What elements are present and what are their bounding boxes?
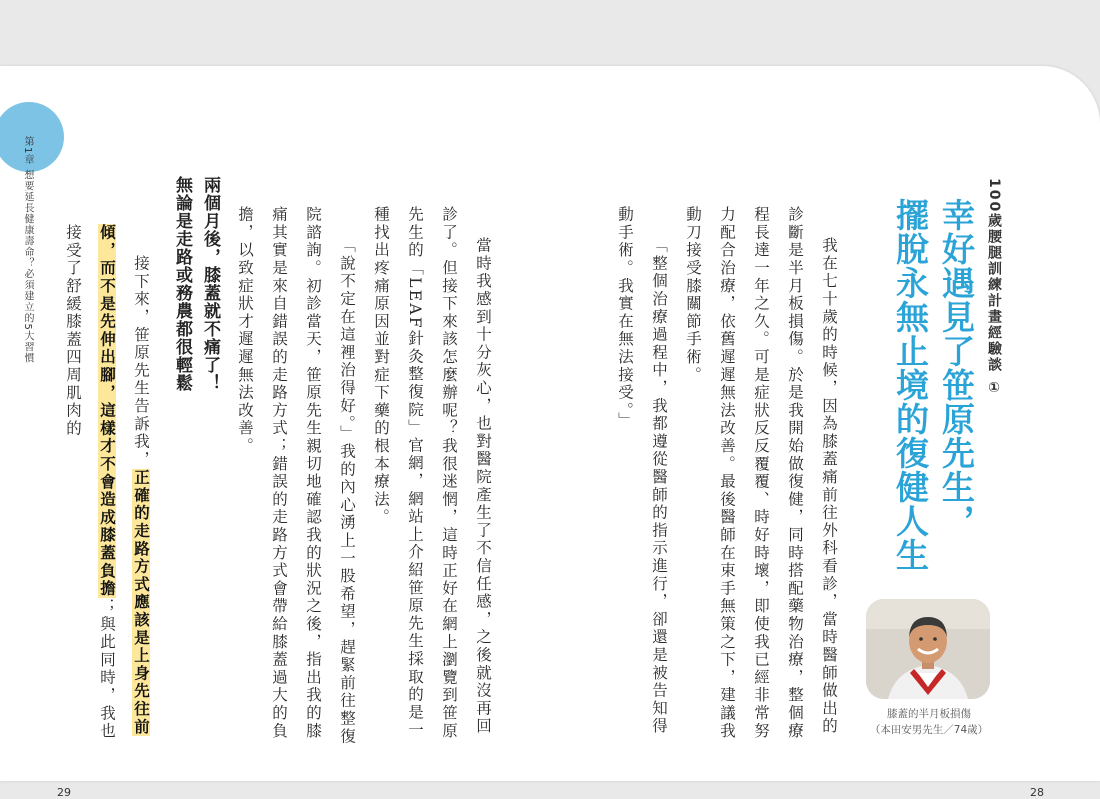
- paragraph: 「說不定在這裡治得好。」我的內心湧上一股希望，趕緊前往整復院諮詢。初診當天，笹原先生親切地確認我的狀況之後，指出我的膝痛其實是來自錯誤的走路方式；錯誤的走路方式會帶給膝蓋過大的負擔，以致症狀才遲遲無法改善。: [236, 206, 356, 746]
- left-page-body: [236, 206, 500, 746]
- series-label: 100歲腰腿訓練計畫經驗談 ①: [986, 178, 1002, 399]
- tail-rest: ；與此同時，我也接受了舒緩膝蓋四周肌肉的: [64, 224, 116, 741]
- right-page-body: [616, 206, 846, 746]
- subheading-line-1: 兩個月後，膝蓋就不痛了！: [200, 176, 220, 392]
- book-spread: [0, 66, 1100, 799]
- caption-line-1: 膝蓋的半月板損傷: [887, 708, 971, 720]
- photo-caption: [862, 706, 996, 738]
- paragraph: 「整個治療過程中，我都遵從醫師的指示進行，卻還是被告知得動手術。我實在無法接受。」: [616, 206, 668, 736]
- running-head: 第1章 想要延長健康壽命？必須建立的5大習慣: [22, 136, 33, 364]
- title-line-2: 擺脫永無止境的復健人生: [891, 198, 930, 572]
- paragraph: 我在七十歲的時候，因為膝蓋痛前往外科看診，當時醫師做出的診斷是半月板損傷。於是我開始做復健，同時搭配藥物治療，整個療程長達一年之久。可是症狀反反覆覆、時好時壞，即使我已經非常努力配合治療，依舊遲遲無法改善。最後醫師在束手無策之下，建議我動刀接受膝關節手術。: [684, 206, 838, 740]
- highlighted-text: 正確的走路方式應該是上身先往前傾，而不是先伸出腳，這樣才不會造成膝蓋負擔: [98, 224, 150, 736]
- caption-line-2: （本田安男先生／74歲）: [869, 724, 989, 736]
- page-number-right: 28: [1030, 786, 1044, 799]
- subheading-line-2: 無論是走路或務農都很輕鬆: [172, 176, 192, 392]
- left-page-tail-text: [64, 224, 158, 744]
- tail-lead: 接下來，笹原先生告訴我，: [132, 255, 150, 469]
- paragraph: 當時我感到十分灰心，也對醫院產生了不信任感，之後就沒再回診了。但接下來該怎麼辦呢？我很迷惘，這時正好在網上瀏覽到笹原先生的「LEAF針灸整復院」官網，網站上介紹笹原先生採取的是一種找出疼痛原因並對症下藥的根本療法。: [372, 206, 492, 740]
- title-line-1: 幸好遇見了笹原先生，: [937, 198, 976, 538]
- portrait-photo: [866, 599, 990, 699]
- page-number-left: 29: [57, 786, 71, 799]
- portrait-illustration: [866, 599, 990, 699]
- paragraph: [56, 224, 158, 744]
